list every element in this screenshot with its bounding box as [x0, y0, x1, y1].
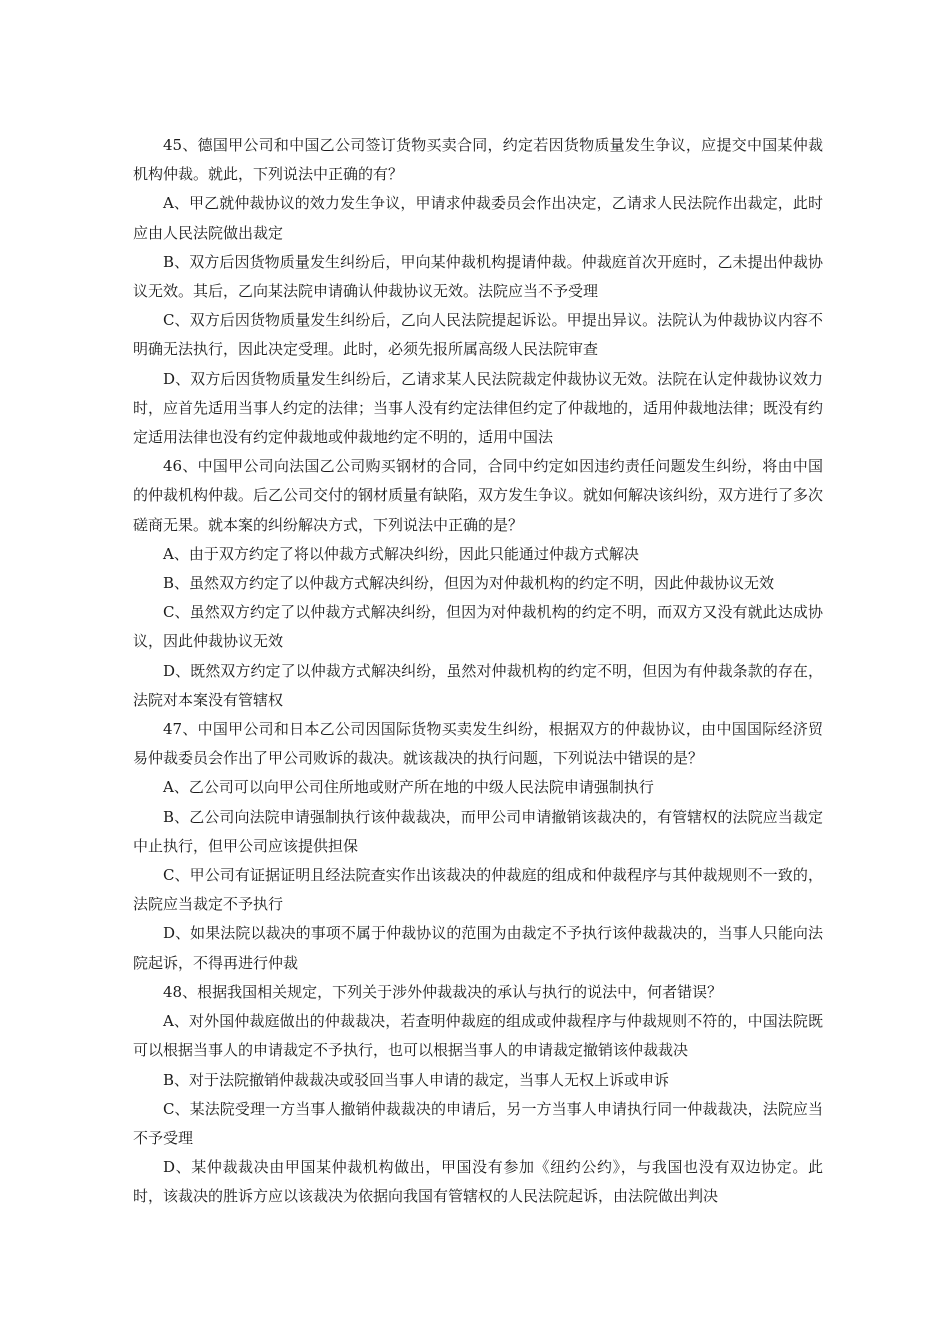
question-45-option-d: D、双方后因货物质量发生纠纷后，乙请求某人民法院裁定仲裁协议无效。法院在认定仲裁协议效力时，应首先适用当事人约定的法律；当事人没有约定法律但约定了仲裁地的，适用仲裁地法律；既没有约定适用法律也没有约定仲裁地或仲裁地约定不明的，适用中国法 [133, 369, 824, 447]
question-48-stem: 48、根据我国相关规定，下列关于涉外仲裁裁决的承认与执行的说法中，何者错误？ [163, 982, 723, 1001]
question-48-option-b: B、对于法院撤销仲裁裁决或驳回当事人申请的裁定，当事人无权上诉或申诉 [163, 1070, 670, 1089]
question-46-option-a: A、由于双方约定了将以仲裁方式解决纠纷，因此只能通过仲裁方式解决 [163, 544, 639, 563]
question-45-stem: 45、德国甲公司和中国乙公司签订货物买卖合同，约定若因货物质量发生争议，应提交中国某仲裁机构仲裁。就此，下列说法中正确的有？ [133, 136, 823, 184]
question-48-option-d: D、某仲裁裁决由甲国某仲裁机构做出，甲国没有参加《纽约公约》，与我国也没有双边协定。此时，该裁决的胜诉方应以该裁决为依据向我国有管辖权的人民法院起诉，由法院做出判决 [133, 1158, 823, 1206]
question-45-option-b: B、双方后因货物质量发生纠纷后，甲向某仲裁机构提请仲裁。仲裁庭首次开庭时，乙未提出仲裁协议无效。其后，乙向某法院申请确认仲裁协议无效。法院应当不予受理 [133, 252, 823, 301]
question-47-stem: 47、中国甲公司和日本乙公司因国际货物买卖发生纠纷，根据双方的仲裁协议，由中国国际经济贸易仲裁委员会作出了甲公司败诉的裁决。就该裁决的执行问题，下列说法中错误的是？ [133, 720, 823, 768]
question-45-option-c: C、双方后因货物质量发生纠纷后，乙向人民法院提起诉讼。甲提出异议。法院认为仲裁协议内容不明确无法执行，因此决定受理。此时，必须先报所属高级人民法院审查 [133, 311, 823, 359]
question-46-option-b: B、虽然双方约定了以仲裁方式解决纠纷，但因为对仲裁机构的约定不明，因此仲裁协议无效 [163, 574, 775, 593]
question-47-option-d: D、如果法院以裁决的事项不属于仲裁协议的范围为由裁定不予执行该仲裁裁决的，当事人只能向法院起诉，不得再进行仲裁 [133, 924, 823, 972]
question-45-option-a: A、甲乙就仲裁协议的效力发生争议，甲请求仲裁委员会作出决定，乙请求人民法院作出裁定，此时应由人民法院做出裁定 [133, 194, 823, 242]
question-46-option-c: C、虽然双方约定了以仲裁方式解决纠纷，但因为对仲裁机构的约定不明，而双方又没有就此达成协议，因此仲裁协议无效 [133, 603, 823, 651]
question-47-option-c: C、甲公司有证据证明且经法院查实作出该裁决的仲裁庭的组成和仲裁程序与其仲裁规则不一致的，法院应当裁定不予执行 [133, 866, 823, 914]
question-47-option-a: A、乙公司可以向甲公司住所地或财产所在地的中级人民法院申请强制执行 [163, 778, 654, 797]
question-46-option-d: D、既然双方约定了以仲裁方式解决纠纷，虽然对仲裁机构的约定不明，但因为有仲裁条款的存在，法院对本案没有管辖权 [133, 661, 823, 709]
question-48-option-c: C、某法院受理一方当事人撤销仲裁裁决的申请后，另一方当事人申请执行同一仲裁裁决，法院应当不予受理 [133, 1099, 823, 1147]
question-48-option-a: A、对外国仲裁庭做出的仲裁裁决，若查明仲裁庭的组成或仲裁程序与仲裁规则不符的，中国法院既可以根据当事人的申请裁定不予执行，也可以根据当事人的申请裁定撤销该仲裁裁决 [133, 1012, 823, 1060]
document-body [133, 131, 823, 1212]
question-46-stem: 46、中国甲公司向法国乙公司购买钢材的合同，合同中约定如因违约责任问题发生纠纷，将由中国的仲裁机构仲裁。后乙公司交付的钢材质量有缺陷，双方发生争议。就如何解决该纠纷，双方进行了多次磋商无果。就本案的纠纷解决方式，下列说法中正确的是？ [133, 457, 824, 534]
question-47-option-b: B、乙公司向法院申请强制执行该仲裁裁决，而甲公司申请撤销该裁决的，有管辖权的法院应当裁定中止执行，但甲公司应该提供担保 [133, 807, 823, 855]
